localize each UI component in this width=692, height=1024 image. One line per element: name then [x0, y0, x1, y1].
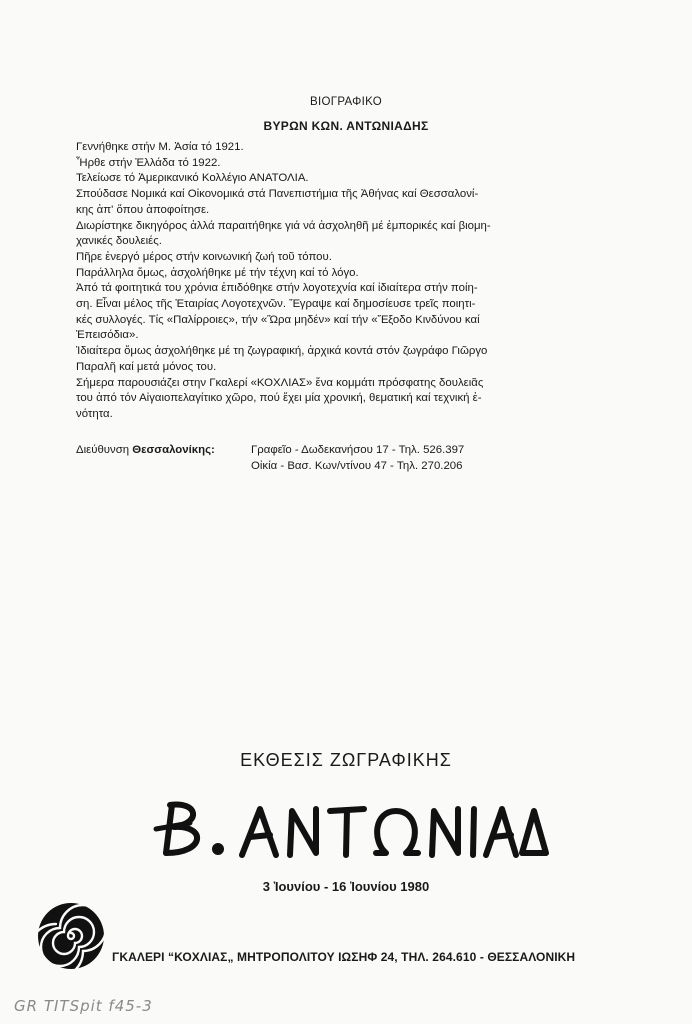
address-label-prefix: Διεύθυνση [76, 444, 130, 456]
exhibition-dates: 3 Ἰουνίου - 16 Ἰουνίου 1980 [262, 879, 430, 894]
address-label [76, 443, 251, 459]
bio-line: Διωρίστηκε δικηγόρος ἀλλά παραιτήθηκε γιά νά ἀσχοληθῆ μέ ἐμπορικές καί βιομη- [76, 219, 491, 232]
bio-line: ση. Εἶναι μέλος τῆς Ἑταιρίας Λογοτεχνῶν. Ἔγραψε καί δημοσίευσε τρεῖς ποιητι- [76, 298, 476, 311]
bio-line: Παραλῆ καί μετά μόνος του. [76, 360, 217, 373]
bio-line: κές συλλογές. Τίς «Παλίρροιες», τήν «Ὥρα μηδέν» καί τήν «Ἔξοδο Κινδύνου καί [76, 313, 480, 326]
bio-heading: ΒΙΟΓΡΑΦΙΚΟ [310, 96, 382, 108]
bio-line: Ἐπεισόδια». [76, 329, 139, 342]
artist-name: ΒΥΡΩΝ ΚΩΝ. ΑΝΤΩΝΙΑΔΗΣ [263, 119, 429, 133]
bio-line: του ἀπό τόν Αἰγαιοπελαγίτικο χῶρο, πού ἔχει μία χρονική, θεματική καί τεχνική ἑ- [76, 392, 482, 405]
artist-signature [150, 795, 550, 865]
bio-line: Γεννήθηκε στήν Μ. Ἀσία τό 1921. [76, 141, 244, 153]
bio-line: Ἰδιαίτερα ὅμως ἀσχολήθηκε μέ τη ζωγραφική, ἀρχικά κοντά στόν ζωγράφο Γιῶργο [76, 345, 488, 358]
gallery-address: ΓΚΑΛΕΡΙ “ΚΟΧΛΙΑΣ„ ΜΗΤΡΟΠΟΛΙΤΟΥ ΙΩΣΗΦ 24, ΤΗΛ. 264.610 - ΘΕΣΣΑΛΟΝΙΚΗ [112, 950, 576, 964]
bio-line: Τελείωσε τό Ἀμερικανικό Κολλέγιο ΑΝΑΤΟΛΙΑ. [76, 172, 309, 185]
bio-line: χανικές δουλειές. [76, 235, 162, 248]
archive-pencil-note: GR TITSpit f45-3 [14, 997, 153, 1015]
bio-line: Ἀπό τά φοιτητικά του χρόνια ἐπιδόθηκε στήν λογοτεχνία καί ἰδιαίτερα στήν ποίη- [76, 282, 478, 295]
exhibition-title: ΕΚΘΕΣΙΣ ΖΩΓΡΑΦΙΚΗΣ [240, 750, 452, 770]
address-block [76, 443, 464, 474]
home-address: Οἰκία - Βασ. Κων/ντίνου 47 - Τηλ. 270.206 [251, 459, 463, 472]
bio-line: Παράλληλα ὅμως, ἀσχολήθηκε μέ τήν τέχνη καί τό λόγο. [76, 266, 359, 279]
bio-line: Πῆρε ἐνεργό μέρος στήν κοινωνική ζωή τοῦ τόπου. [76, 250, 332, 263]
office-address: Γραφεῖο - Δωδεκανήσου 17 - Τηλ. 526.397 [251, 444, 465, 456]
bio-line: νότητα. [76, 407, 113, 420]
snail-spiral-logo [36, 901, 106, 971]
bio-line: Σπούδασε Νομικά καί Οἰκονομικά στά Πανεπιστήμια τῆς Ἀθήνας καί Θεσσαλονί- [76, 188, 479, 201]
address-label-city: Θεσσαλονίκης: [132, 444, 215, 456]
bio-line: Σήμερα παρουσιάζει στην Γκαλερί «ΚΟΧΛΙΑΣ» ἕνα κομμάτι πρόσφατης δουλειᾶς [76, 376, 484, 389]
biography-text [76, 140, 626, 423]
bio-line: Ἦρθε στήν Ἑλλάδα τό 1922. [76, 156, 221, 169]
bio-line: κης ἀπ' ὅπου ἀποφοίτησε. [76, 203, 210, 216]
